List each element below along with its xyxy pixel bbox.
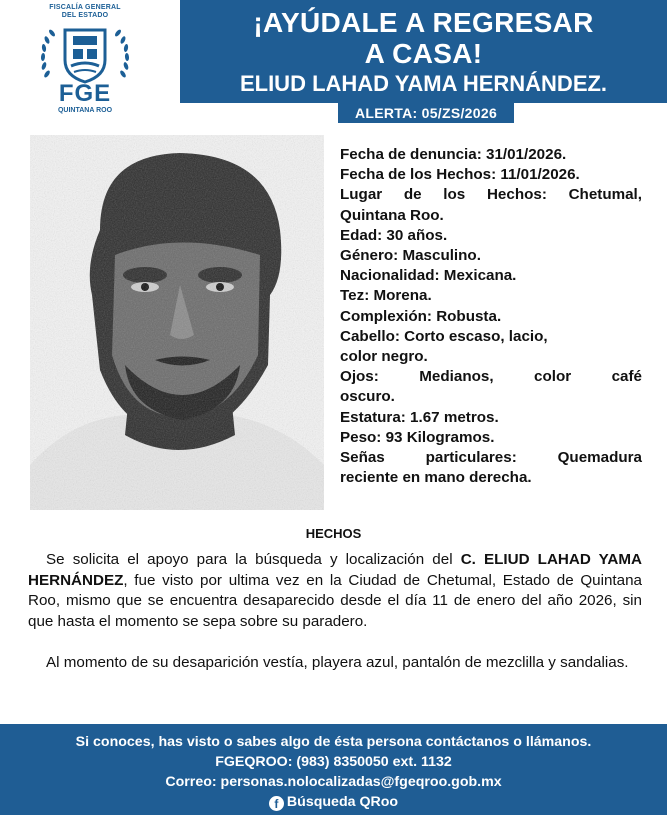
ojos-line1: Ojos: Medianos, color café — [340, 368, 642, 386]
lugar-line1: Lugar de los Hechos: Chetumal, — [340, 186, 642, 204]
hechos-paragraph-2: Al momento de su desaparición vestía, playera azul, pantalón de mezclilla y sandalias. — [46, 654, 629, 671]
hechos-title: HECHOS — [305, 526, 362, 541]
footer-facebook — [0, 792, 667, 812]
header-banner — [180, 0, 667, 103]
hechos-body — [28, 550, 642, 674]
headline-line2: A CASA! — [364, 38, 483, 69]
hechos-p1-before: Se solicita el apoyo para la búsqueda y localización del — [46, 551, 461, 568]
portrait-image — [30, 135, 324, 510]
fecha-denuncia: Fecha de denuncia: 31/01/2026. — [340, 146, 567, 163]
facebook-icon: f — [269, 796, 284, 811]
hechos-p1-after: , fue visto por ultima vez en la Ciudad de Chetumal, Estado de Quintana Roo, mismo que se encuentra desaparecido desde el día 11 de enero del año 2026, sin que hasta el momento se sepa sobre su paradero. — [28, 571, 642, 630]
cabello-line2: color negro. — [340, 348, 428, 366]
estatura: Estatura: 1.67 metros. — [340, 408, 499, 426]
nacionalidad: Nacionalidad: Mexicana. — [340, 267, 517, 285]
person-photo — [30, 135, 324, 510]
logo-org-line1: FISCALÍA GENERAL — [49, 4, 121, 11]
footer-line1: Si conoces, has visto o sabes algo de ésta persona contáctanos o llámanos. — [75, 734, 592, 750]
senas-line2: reciente en mano derecha. — [340, 469, 532, 487]
ojos-line2: oscuro. — [340, 388, 395, 406]
footer-phone: FGEQROO: (983) 8350050 ext. 1132 — [215, 754, 452, 770]
senas-line1: Señas particulares: Quemadura — [340, 449, 642, 467]
hechos-p1-name: C. ELIUD LAHAD YAMA HERNÁNDEZ — [28, 551, 642, 589]
tez: Tez: Morena. — [340, 287, 432, 305]
person-name: ELIUD LAHAD YAMA HERNÁNDEZ. — [239, 71, 608, 96]
cabello-line1: Cabello: Corto escaso, lacio, — [340, 327, 548, 345]
person-details — [340, 145, 642, 488]
edad: Edad: 30 años. — [340, 226, 448, 244]
facebook-label: Búsqueda QRoo — [286, 794, 399, 810]
genero: Género: Masculino. — [340, 247, 481, 265]
complexion: Complexión: Robusta. — [340, 307, 502, 325]
logo-acronym: FGE — [58, 80, 112, 107]
logo-state: QUINTANA ROO — [57, 107, 113, 114]
headline-line1: ¡AYÚDALE A REGRESAR — [253, 7, 594, 38]
logo-org-line2: DEL ESTADO — [61, 12, 109, 19]
laurel-shield-icon — [37, 22, 133, 84]
footer-email: Correo: personas.nolocalizadas@fgeqroo.gob.mx — [165, 774, 502, 790]
alert-badge: ALERTA: 05/ZS/2026 — [338, 103, 514, 123]
peso: Peso: 93 Kilogramos. — [340, 428, 495, 446]
contact-footer — [0, 724, 667, 815]
fecha-hechos: Fecha de los Hechos: 11/01/2026. — [340, 166, 580, 184]
fge-logo — [30, 4, 140, 124]
lugar-line2: Quintana Roo. — [340, 206, 444, 224]
hechos-paragraph-1 — [28, 550, 642, 632]
